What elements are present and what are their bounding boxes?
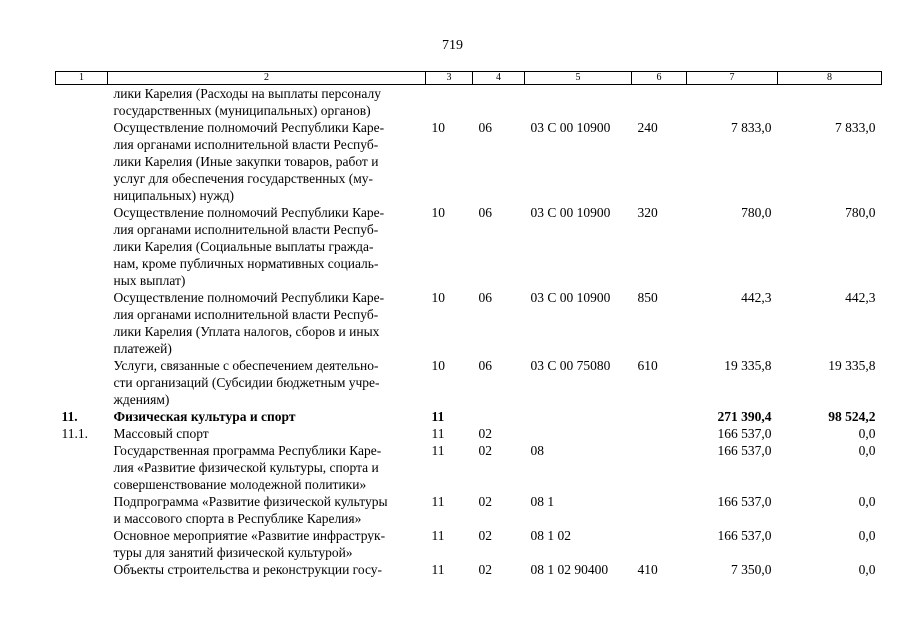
table-cell-col-1 <box>56 204 108 289</box>
table-cell-col-8: 780,0 <box>845 205 876 220</box>
table-cell-col-1 <box>56 527 108 561</box>
budget-table <box>55 71 882 578</box>
table-cell-col-2: Осуществление полномочий Республики Каре- лия органами исполнительной власти Респуб- лики Карелия (Уплата налогов, сборов и иных платежей) <box>113 290 385 356</box>
table-row <box>56 527 882 561</box>
column-header: 6 <box>632 72 687 85</box>
column-header: 7 <box>687 72 778 85</box>
table-row <box>56 204 882 289</box>
table-cell-col-3: 11 <box>431 562 445 577</box>
table-row <box>56 408 882 425</box>
table-cell-col-6 <box>632 85 687 120</box>
table-cell-col-4: 06 <box>478 120 492 135</box>
table-cell-col-7: 166 537,0 <box>717 494 772 509</box>
column-header: 4 <box>473 72 525 85</box>
table-cell-col-2: Осуществление полномочий Республики Каре- лия органами исполнительной власти Респуб- лики Карелия (Социальные выплаты гражда- нам, кроме публичных нормативных социаль- ных выплат) <box>113 205 385 288</box>
table-header <box>56 72 882 85</box>
table-cell-col-8 <box>778 85 882 120</box>
table-cell-col-7: 7 833,0 <box>731 120 772 135</box>
table-cell-col-5: 08 1 <box>530 494 555 509</box>
table-cell-col-2: Подпрограмма «Развитие физической культуры и массового спорта в Республике Карелия» <box>113 494 388 526</box>
column-header: 2 <box>108 72 426 85</box>
table-cell-col-2: Физическая культура и спорт <box>113 409 296 424</box>
table-cell-col-7: 7 350,0 <box>731 562 772 577</box>
table-cell-col-1: 11. <box>61 409 78 424</box>
table-cell-col-4: 02 <box>478 562 492 577</box>
table-cell-col-4 <box>473 85 525 120</box>
table-cell-col-2: Осуществление полномочий Республики Каре- лия органами исполнительной власти Респуб- лики Карелия (Иные закупки товаров, работ и услуг для обеспечения государственных (му- ниципальных) нужд) <box>113 120 385 203</box>
table-cell-col-2: лики Карелия (Расходы на выплаты персоналу государственных (муниципальных) органов) <box>113 86 381 118</box>
table-cell-col-7: 166 537,0 <box>717 426 772 441</box>
table-cell-col-2: Объекты строительства и реконструкции госу- <box>113 562 383 577</box>
table-body <box>56 85 882 579</box>
table-cell-col-7: 780,0 <box>741 205 772 220</box>
table-row <box>56 289 882 357</box>
table-cell-col-7 <box>687 85 778 120</box>
table-cell-col-3: 10 <box>431 290 445 305</box>
table-cell-col-6: 320 <box>637 205 658 220</box>
table-cell-col-5 <box>525 408 632 425</box>
table-cell-col-4: 06 <box>478 205 492 220</box>
table-cell-col-4 <box>473 408 525 425</box>
table-cell-col-6 <box>632 493 687 527</box>
table-cell-col-2: Государственная программа Республики Каре- лия «Развитие физической культуры, спорта и совершенствование молодежной политики» <box>113 443 382 492</box>
table-row <box>56 357 882 408</box>
table-cell-col-7: 166 537,0 <box>717 528 772 543</box>
table-cell-col-3: 11 <box>431 426 445 441</box>
table-cell-col-6: 410 <box>637 562 658 577</box>
table-cell-col-4: 02 <box>478 426 492 441</box>
table-row <box>56 425 882 442</box>
table-cell-col-1 <box>56 119 108 204</box>
table-cell-col-8: 0,0 <box>858 494 876 509</box>
table-cell-col-1 <box>56 493 108 527</box>
table-row <box>56 442 882 493</box>
table-cell-col-8: 0,0 <box>858 443 876 458</box>
table-cell-col-3: 11 <box>431 443 445 458</box>
table-cell-col-7: 442,3 <box>741 290 772 305</box>
table-cell-col-3: 10 <box>431 120 445 135</box>
table-cell-col-3: 11 <box>431 494 445 509</box>
table-cell-col-2: Основное мероприятие «Развитие инфраструк- туры для занятий физической культурой» <box>113 528 386 560</box>
table-cell-col-6: 610 <box>637 358 658 373</box>
table-row <box>56 561 882 578</box>
column-header: 1 <box>56 72 108 85</box>
column-header: 5 <box>525 72 632 85</box>
table-cell-col-6 <box>632 408 687 425</box>
column-number-row <box>56 72 882 85</box>
table-cell-col-1: 11.1. <box>61 426 88 441</box>
table-cell-col-6: 240 <box>637 120 658 135</box>
table-cell-col-3: 11 <box>431 409 445 424</box>
table-cell-col-1 <box>56 442 108 493</box>
table-cell-col-4: 02 <box>478 443 492 458</box>
table-cell-col-5: 08 1 02 90400 <box>530 562 609 577</box>
page-number: 719 <box>442 38 463 53</box>
table-cell-col-5: 03 С 00 10900 <box>530 120 611 135</box>
table-cell-col-6 <box>632 425 687 442</box>
table-cell-col-8: 19 335,8 <box>828 358 876 373</box>
table-cell-col-1 <box>56 561 108 578</box>
table-cell-col-3 <box>426 85 473 120</box>
table-row <box>56 85 882 120</box>
table-cell-col-5: 08 1 02 <box>530 528 571 543</box>
table-cell-col-8: 7 833,0 <box>835 120 876 135</box>
table-cell-col-1 <box>56 357 108 408</box>
column-header: 3 <box>426 72 473 85</box>
table-cell-col-4: 02 <box>478 528 492 543</box>
table-cell-col-7: 19 335,8 <box>724 358 772 373</box>
table-cell-col-2: Услуги, связанные с обеспечением деятельно- сти организаций (Субсидии бюджетным учре- ждениям) <box>113 358 380 407</box>
table-cell-col-5: 08 <box>530 443 544 458</box>
table-cell-col-3: 11 <box>431 528 445 543</box>
table-cell-col-8: 0,0 <box>858 528 876 543</box>
table-cell-col-4: 02 <box>478 494 492 509</box>
table-row <box>56 493 882 527</box>
table-cell-col-3: 10 <box>431 358 445 373</box>
table-cell-col-4: 06 <box>478 290 492 305</box>
table-cell-col-5: 03 С 00 75080 <box>530 358 611 373</box>
table-row <box>56 119 882 204</box>
table-cell-col-7: 166 537,0 <box>717 443 772 458</box>
table-cell-col-8: 98 524,2 <box>828 409 876 424</box>
table-cell-col-6 <box>632 527 687 561</box>
table-cell-col-1 <box>56 85 108 120</box>
table-cell-col-8: 0,0 <box>858 426 876 441</box>
table-cell-col-5 <box>525 425 632 442</box>
table-cell-col-5 <box>525 85 632 120</box>
table-cell-col-2: Массовый спорт <box>113 426 209 441</box>
table-cell-col-6 <box>632 442 687 493</box>
table-cell-col-3: 10 <box>431 205 445 220</box>
table-cell-col-4: 06 <box>478 358 492 373</box>
column-header: 8 <box>778 72 882 85</box>
table-cell-col-8: 0,0 <box>858 562 876 577</box>
table-cell-col-5: 03 С 00 10900 <box>530 205 611 220</box>
table-cell-col-7: 271 390,4 <box>717 409 772 424</box>
table-cell-col-8: 442,3 <box>845 290 876 305</box>
table-cell-col-5: 03 С 00 10900 <box>530 290 611 305</box>
table-cell-col-6: 850 <box>637 290 658 305</box>
table-cell-col-1 <box>56 289 108 357</box>
